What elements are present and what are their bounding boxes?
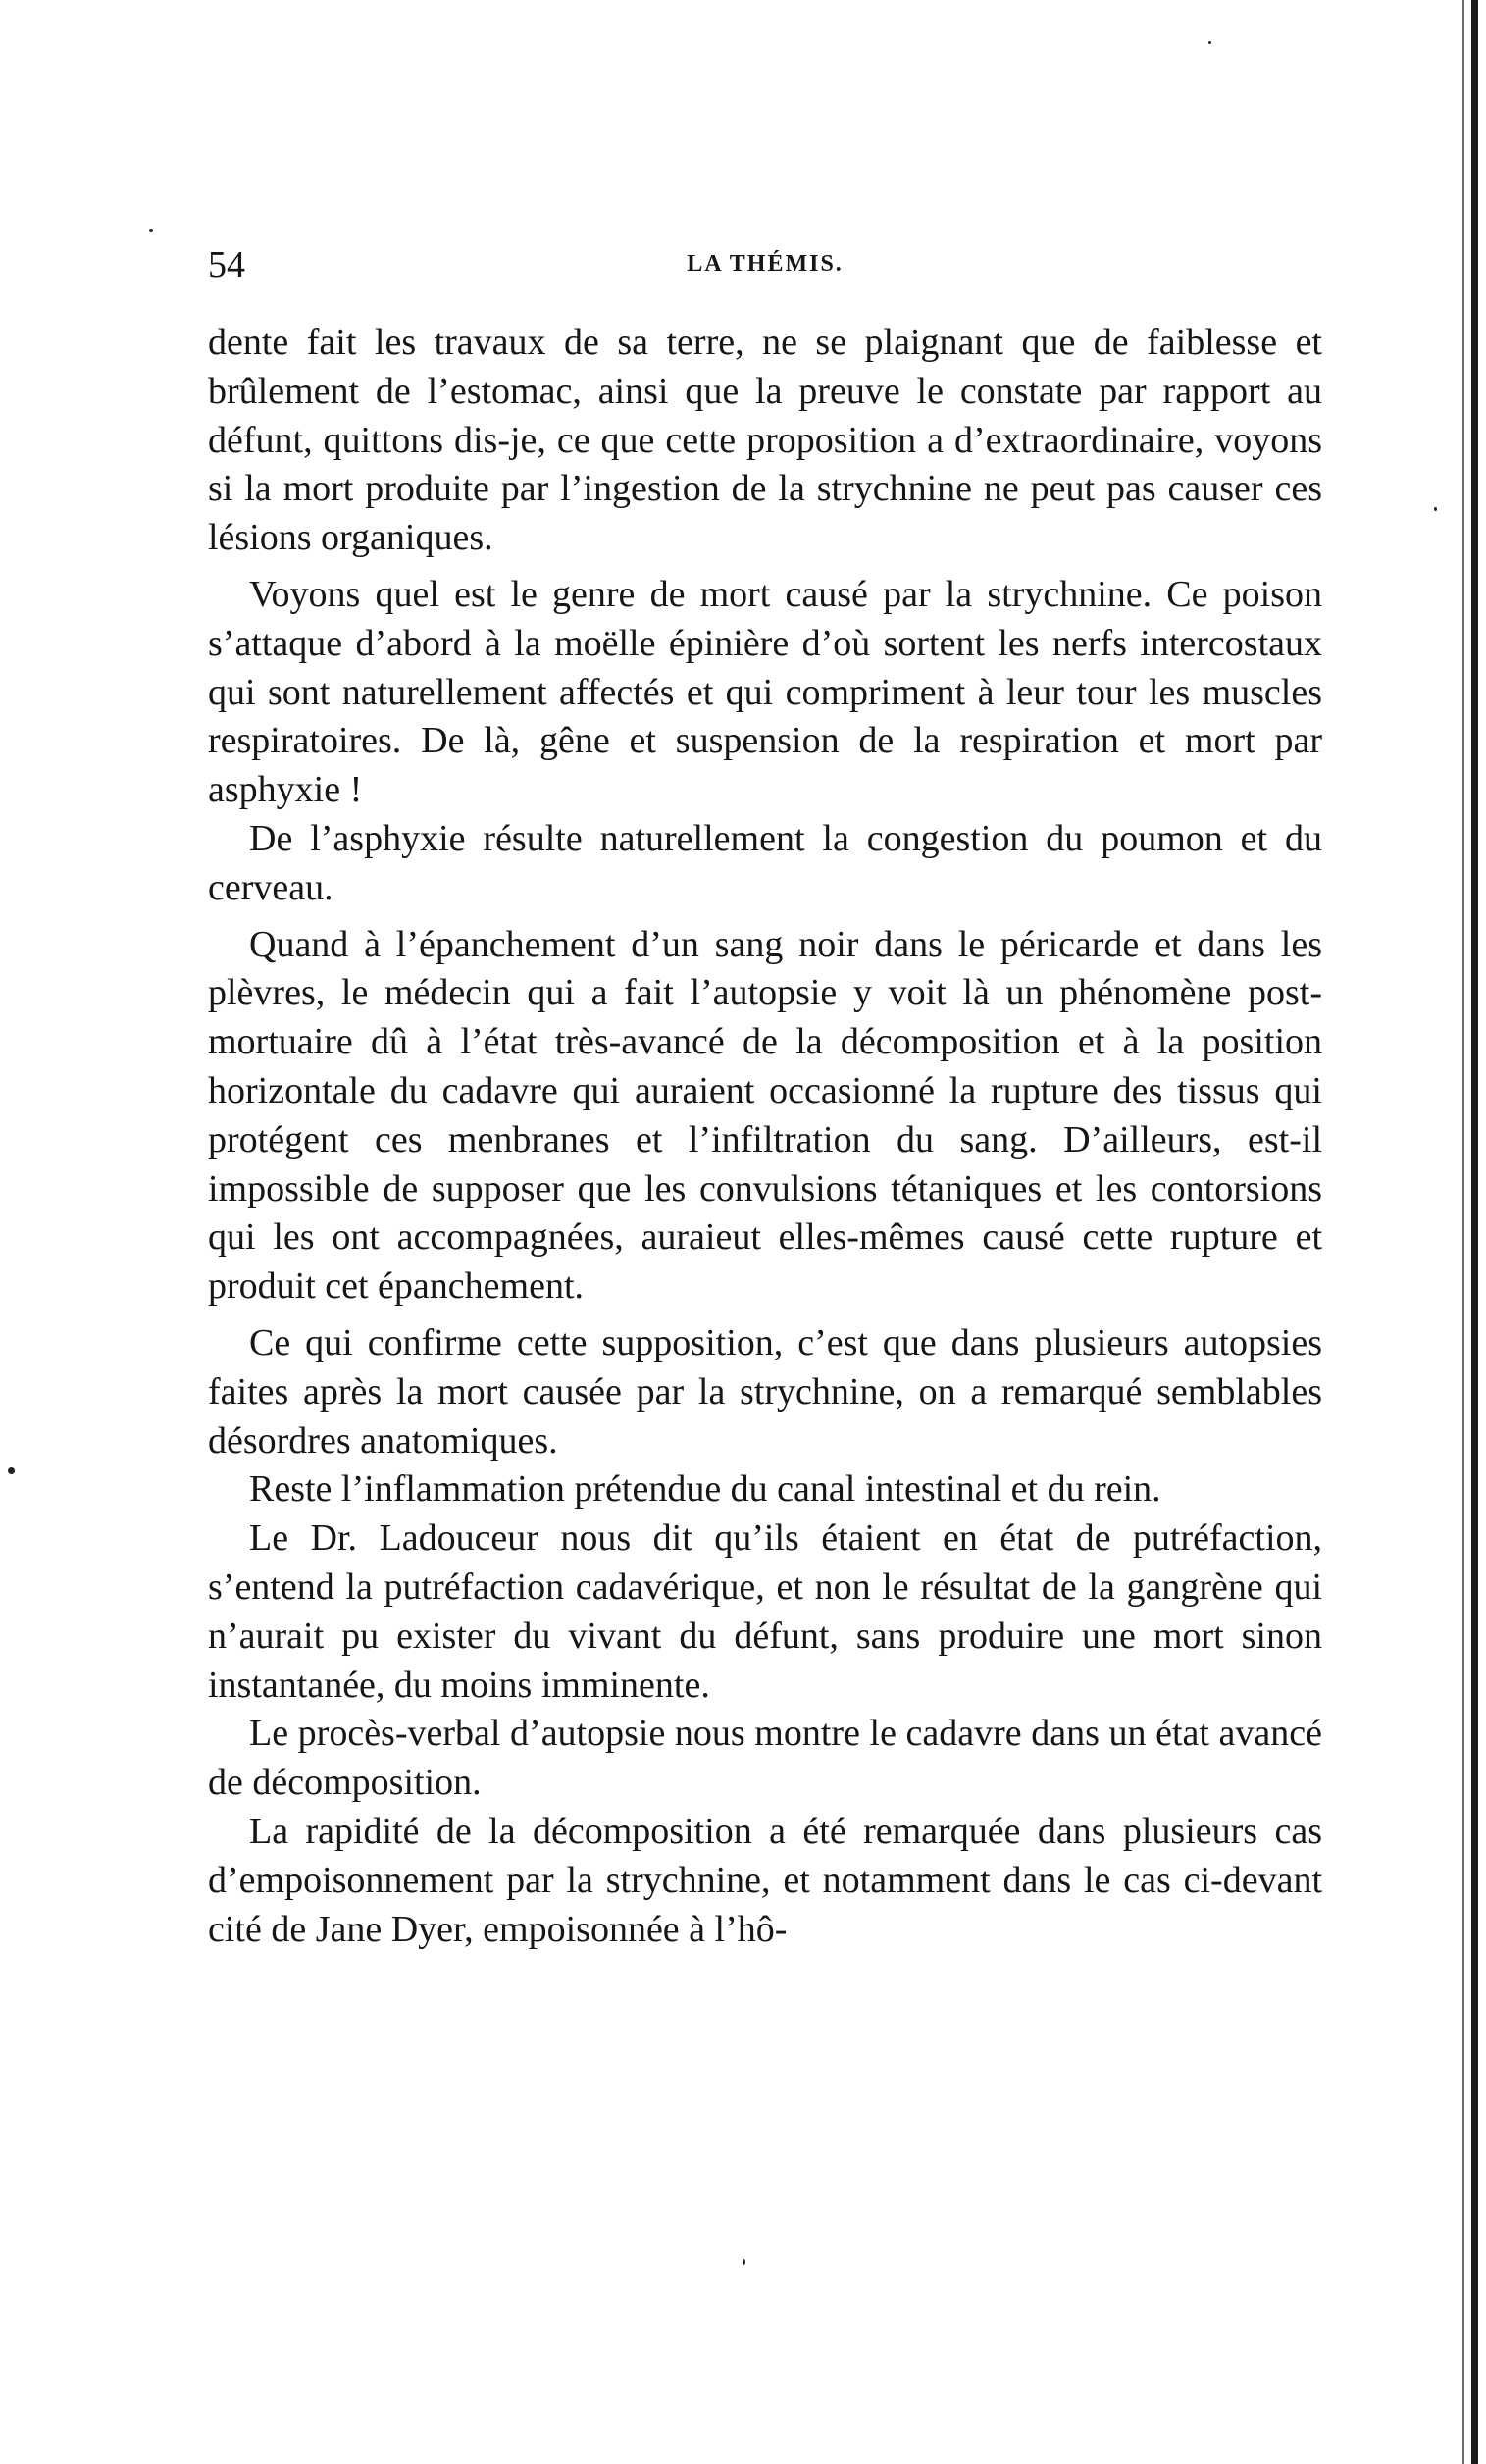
paper-speck [149, 229, 153, 232]
page-edge-rule [1471, 0, 1478, 2464]
paragraph: Le procès-verbal d’autopsie nous montre le cadavre dans un état avancé de décomposition. [208, 1713, 1322, 1804]
paper-speck [743, 2259, 745, 2265]
paragraph: La rapidité de la décomposition a été remarquée dans plusieurs cas d’empoisonnement par la strychnine, et notamment dans le cas ci-devant cité de Jane Dyer, empoisonnée à l’hô- [208, 1810, 1322, 1950]
paragraph: Le Dr. Ladouceur nous dit qu’ils étaient en état de putréfaction, s’entend la putréfaction cadavérique, et non le résultat de la gangrène qui n’aurait pu exister du vivant du défunt, sans produire une mort sinon instantanée, du moins imminente. [208, 1517, 1322, 1706]
paragraph: Quand à l’épanchement d’un sang noir dans le péricarde et dans les plèvres, le médecin qui a fait l’autopsie y voit là un phénomène post-mortuaire dû à l’état très-avancé de la décomposition et à la position horizontale du cadavre qui auraient occasionné la rupture des tissus qui protégent ces menbranes et l’infiltration du sang. D’ailleurs, est-il impossible de supposer que les convulsions tétaniques et les contorsions qui les ont accompagnées, auraieut elles-mêmes causé cette rupture et produit cet épanchement. [208, 923, 1322, 1308]
body-text [208, 319, 1322, 1954]
paper-speck [1208, 41, 1211, 44]
page-edge-rule-thin [1462, 0, 1464, 2464]
paper-speck [1434, 507, 1437, 511]
paper-speck [8, 1467, 15, 1474]
page-header [208, 245, 1322, 284]
paragraph: dente fait les travaux de sa terre, ne se plaignant que de faiblesse et brûlement de l’estomac, ainsi que la preuve le constate par rapport au défunt, quittons dis-je, ce que cette proposition a d’extraordinaire, voyons si la mort produite par l’ingestion de la strychnine ne peut pas causer ces lésions organiques. [208, 322, 1322, 559]
paragraph: Voyons quel est le genre de mort causé par la strychnine. Ce poison s’attaque d’abord à la moëlle épinière d’où sortent les nerfs intercostaux qui sont naturellement affectés et qui compriment à leur tour les muscles respiratoires. De là, gêne et suspension de la respiration et mort par asphyxie ! [208, 573, 1322, 811]
paragraph: De l’asphyxie résulte naturellement la congestion du poumon et du cerveau. [208, 817, 1322, 908]
paragraph: Reste l’inflammation prétendue du canal intestinal et du rein. [249, 1468, 1161, 1511]
running-title: LA THÉMIS. [687, 251, 844, 277]
page-number: 54 [208, 244, 245, 285]
paragraph: Ce qui confirme cette supposition, c’est que dans plusieurs autopsies faites après la mort causée par la strychnine, on a remarqué semblables désordres anatomiques. [208, 1321, 1322, 1462]
